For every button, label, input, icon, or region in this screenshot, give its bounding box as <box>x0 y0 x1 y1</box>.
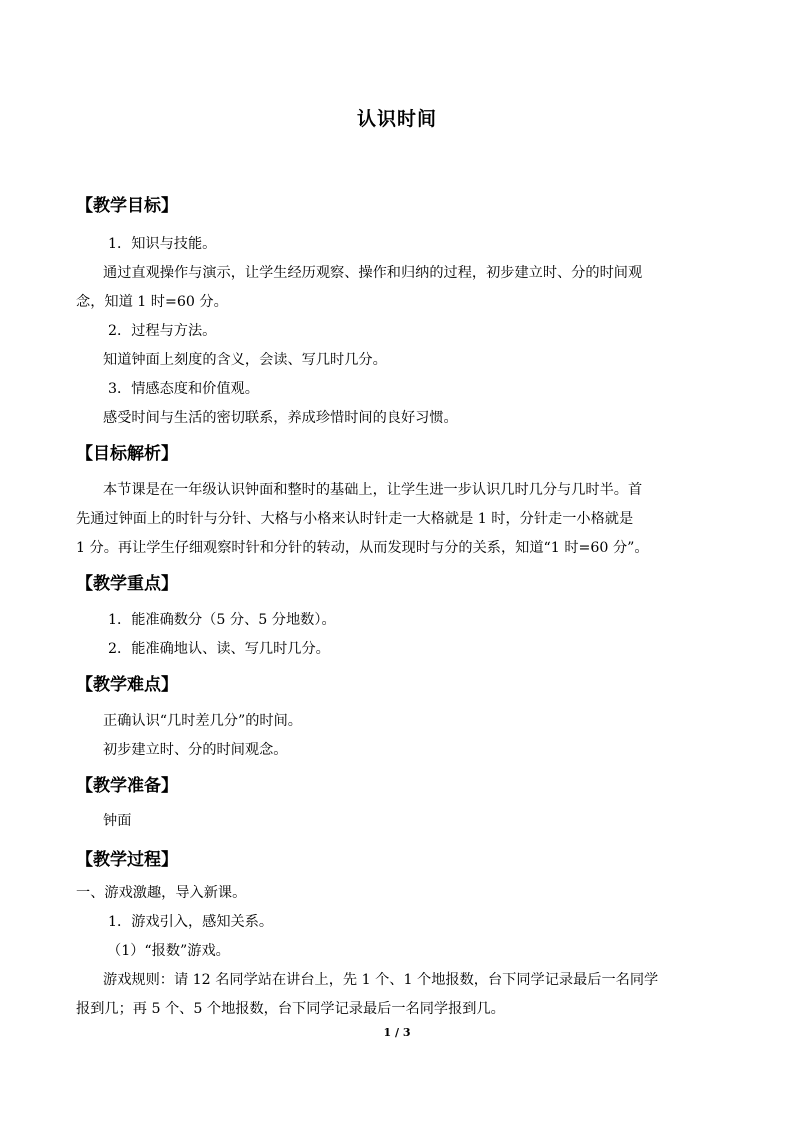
goals-line-6: 3．情感态度和价值观。 <box>108 381 259 397</box>
analysis-line-1: 本节课是在一年级认识钟面和整时的基础上，让学生进一步认识几时几分与几时半。首 <box>103 482 643 498</box>
preparation-line-1: 钟面 <box>103 813 132 829</box>
difficulties-line-1: 正确认识“几时差几分”的时间。 <box>103 713 302 729</box>
analysis-line-3: 1 分。再让学生仔细观察时针和分针的转动，从而发现时与分的关系，知道“1 时=60 分”。 <box>76 540 649 556</box>
key-points-line-2: 2．能准确地认、读、写几时几分。 <box>108 641 330 657</box>
goals-line-4: 2．过程与方法。 <box>108 323 217 339</box>
goals-line-3: 念，知道 1 时=60 分。 <box>76 294 228 310</box>
analysis-line-2: 先通过钟面上的时针与分针、大格与小格来认时针走一大格就是 1 时，分针走一小格就是 <box>76 511 634 527</box>
heading-preparation: 【教学准备】 <box>76 776 178 796</box>
goals-line-5: 知道钟面上刻度的含义，会读、写几时几分。 <box>103 352 387 368</box>
key-points-line-1: 1．能准确数分（5 分、5 分地数）。 <box>108 612 336 628</box>
heading-goals: 【教学目标】 <box>76 196 178 216</box>
goals-line-7: 感受时间与生活的密切联系，养成珍惜时间的良好习惯。 <box>103 410 458 426</box>
difficulties-line-2: 初步建立时、分的时间观念。 <box>103 742 288 758</box>
heading-key-points: 【教学重点】 <box>76 574 178 594</box>
goals-line-2: 通过直观操作与演示，让学生经历观察、操作和归纳的过程，初步建立时、分的时间观 <box>103 265 643 281</box>
goals-line-1: 1．知识与技能。 <box>108 236 217 252</box>
process-line-5: 报到几；再 5 个、5 个地报数，台下同学记录最后一名同学报到几。 <box>76 1001 505 1017</box>
heading-analysis: 【目标解析】 <box>76 444 178 464</box>
process-line-1: 一、游戏激趣，导入新课。 <box>76 885 247 901</box>
heading-process: 【教学过程】 <box>76 850 178 870</box>
process-line-2: 1．游戏引入，感知关系。 <box>108 914 274 930</box>
page-title: 认识时间 <box>356 108 437 130</box>
heading-difficulties: 【教学难点】 <box>76 675 178 695</box>
page-number: 1 / 3 <box>383 1026 411 1039</box>
process-line-4: 游戏规则：请 12 名同学站在讲台上，先 1 个、1 个地报数，台下同学记录最后一名同学 <box>103 972 659 988</box>
process-line-3: （1）“报数”游戏。 <box>107 943 230 959</box>
